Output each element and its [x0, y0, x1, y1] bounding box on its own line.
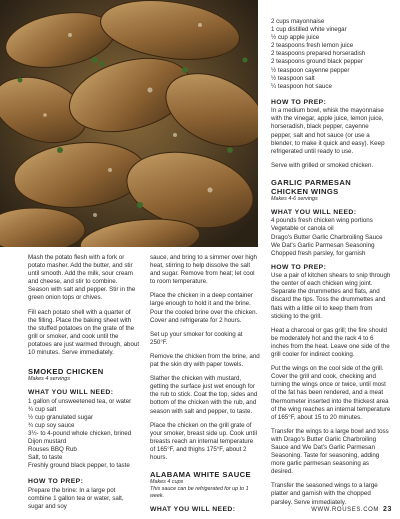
- wings-ingredients: [271, 217, 391, 257]
- white-sauce-need-heading: WHAT YOU WILL NEED:: [150, 506, 236, 514]
- ingredient: 1 gallon of unsweetened tea, or water: [28, 397, 132, 405]
- smoked-chicken-prep-text: Prepare the brine: In a large pot combine 1 gallon tea or water, salt, sugar and soy: [28, 486, 124, 510]
- ingredient: Chopped fresh parsley, for garnish: [271, 249, 366, 257]
- ingredient: Salt, to taste: [28, 454, 63, 462]
- smoke-text: Place the chicken on the grill grate of your smoker, breast side up. Cook until breasts reach an internal temperature of 165°F, and thighs 175°F, about 2 hours.: [150, 421, 257, 461]
- potato-instructions: Mash the potato flesh with a fork or potato masher. Add the butter, and stir until smooth. Add the milk, sour cream and cheese, and stir to combine. Season with salt and pepper. Stir in the green onion tops or chives.: [28, 254, 136, 302]
- smoked-chicken-prep-heading: HOW TO PREP:: [28, 478, 84, 486]
- wings-step-5: Transfer the seasoned wings to a large platter and garnish with the chopped parsley. Serve immediately.: [271, 482, 378, 506]
- column-right: [271, 18, 391, 513]
- smoked-chicken-ingredients: [28, 398, 140, 471]
- ingredient: 3½- to 4-pound whole chicken, brined: [28, 429, 132, 437]
- ingredient: Rouses BBQ Rub: [28, 446, 77, 454]
- page-number: 23: [383, 506, 392, 513]
- ingredient: We Dat's Garlic Parmesan Seasoning: [271, 241, 375, 249]
- wings-title-line1: GARLIC PARMESAN: [271, 177, 352, 187]
- ingredient: 2 teaspoons ground black pepper: [271, 58, 363, 66]
- white-sauce-title: ALABAMA WHITE SAUCE: [150, 470, 251, 480]
- ingredient: ¾ cup salt: [28, 405, 57, 413]
- smoked-chicken-need-heading: WHAT YOU WILL NEED:: [28, 389, 114, 397]
- wings-step-3: Put the wings on the cool side of the grill. Cover the grill and cook, checking and turning the wings once or twice, until most of the fat has been rendered, and a meat thermometer inserted into the thickest area of the wing reaches an internal temperature of 165°F, about 15 to 20 minutes.: [271, 365, 391, 421]
- smoked-chicken-servings: Makes 4 servings: [28, 376, 70, 383]
- brine-text: sauce, and bring to a simmer over high heat, stirring to help dissolve the salt and sugar. Remove from heat; let cool to room temperature.: [150, 254, 257, 286]
- ingredient: Dijon mustard: [28, 438, 67, 445]
- column-middle: [150, 254, 260, 514]
- wings-title-line2: CHICKEN WINGS: [271, 186, 339, 196]
- ingredient: ½ cup granulated sugar: [28, 413, 94, 421]
- ingredient: Freshly ground black pepper, to taste: [28, 462, 130, 470]
- ingredient: 1 cup distilled white vinegar: [271, 26, 347, 34]
- page-footer: [311, 506, 392, 513]
- ingredient: ¼ teaspoon hot sauce: [271, 82, 332, 90]
- column-left: [28, 254, 140, 517]
- wings-step-4: Transfer the wings to a large bowl and toss with Drago's Butter Garlic Charbroiling Sauce and We Dat's Garlic Parmesan Seasoning. Taste for seasoning, adding more garlic parmesan seasoning as desired.: [271, 427, 389, 476]
- rub-text: Slather the chicken with mustard, getting the surface just wet enough for the rub to stick. Coat the top, sides and bottom of the chicken with the rub, and season with salt and pepper, to taste.: [150, 375, 258, 415]
- pat-dry-text: Remove the chicken from the brine, and pat the skin dry with paper towels.: [150, 352, 260, 369]
- ingredient: ½ cup apple juice: [271, 34, 320, 42]
- white-sauce-prep-text: In a medium bowl, whisk the mayonnaise with the vinegar, apple juice, lemon juice, horseradish, black pepper, cayenne pepper, salt and hot sauce (or use a blender, to make it quick and easy). Keep refrigerated until ready to use.: [271, 107, 385, 155]
- brine-chicken-text: Place the chicken in a deep container large enough to hold it and the brine. Pour the cooled brine over the chicken. Cover and refrigerate for 2 hours.: [150, 292, 258, 324]
- wings-servings: Makes 4-6 servings: [271, 195, 318, 202]
- ingredient: ½ teaspoon salt: [271, 74, 315, 82]
- ingredient: 2 teaspoons prepared horseradish: [271, 50, 366, 58]
- potato-fill-instructions: Fill each potato shell with a quarter of the filling. Place the baking sheet with the stuffed potatoes on the grate of the grill or smoker, and cook until the potatoes are just warmed through, about 10 minutes. Serve immediately.: [28, 308, 140, 357]
- ingredient: Vegetable or canola oil: [271, 225, 334, 233]
- white-sauce-servings: Makes 4 cups: [150, 479, 184, 486]
- ingredient: Drago's Butter Garlic Charbroiling Sauce: [271, 233, 383, 241]
- site-url: WWW.ROUSES.COM: [311, 507, 379, 513]
- chicken-wings-photo: [0, 0, 258, 247]
- white-sauce-ingredients: [271, 18, 391, 91]
- wings-prep-heading: HOW TO PREP:: [271, 263, 327, 271]
- ingredient: ½ teaspoon cayenne pepper: [271, 66, 350, 74]
- white-sauce-note: This sauce can be refrigerated for up to 1 week.: [150, 486, 249, 500]
- wings-step-1: Use a pair of kitchen shears to snip through the center of each chicken wing joint. Separate the drummettes and flats, and discard the tips. Toss the drummettes and flats with a little oil to keep them from sticking to the grill.: [271, 272, 391, 320]
- smoker-setup-text: Set up your smoker for cooking at 250°F.: [150, 330, 243, 346]
- white-sauce-serve-text: Serve with grilled or smoked chicken.: [271, 161, 374, 169]
- ingredient: 2 teaspoons fresh lemon juice: [271, 42, 354, 50]
- ingredient: 4 pounds fresh chicken wing portions: [271, 217, 373, 225]
- ingredient: ¾ cup soy sauce: [28, 421, 75, 429]
- wings-step-2: Heat a charcoal or gas grill; the fire should be moderately hot and the rack 4 to 6 inches from the heat. Leave one side of the grill cooler for indirect cooking.: [271, 326, 390, 359]
- ingredient: 2 cups mayonnaise: [271, 18, 325, 25]
- white-sauce-prep-heading: HOW TO PREP:: [271, 98, 327, 106]
- smoked-chicken-title: SMOKED CHICKEN: [28, 367, 104, 377]
- wings-need-heading: WHAT YOU WILL NEED:: [271, 208, 357, 216]
